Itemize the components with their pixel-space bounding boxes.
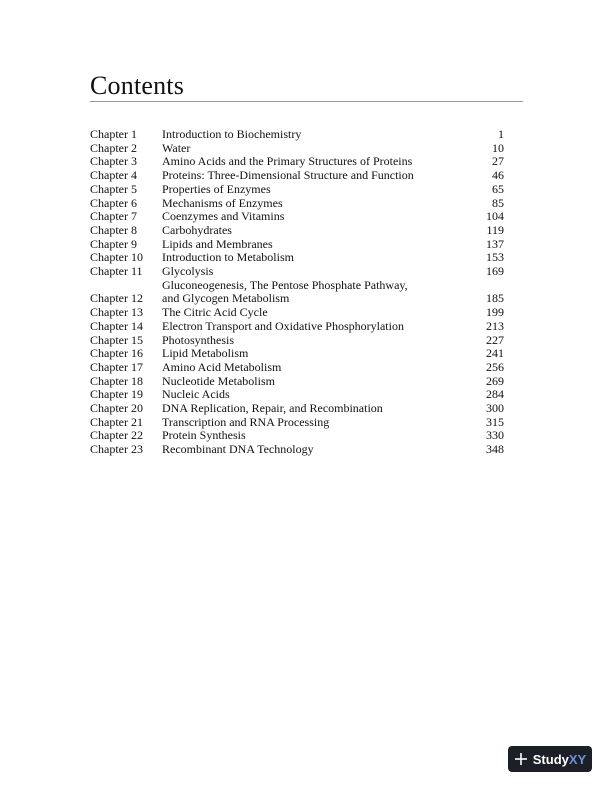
toc-page-number: 269 [486,373,504,388]
toc-title-line: Introduction to Metabolism [162,250,294,265]
toc-title-line: Coenzymes and Vitamins [162,209,285,224]
toc-page-number: 185 [486,291,504,306]
toc-chapter-title [162,224,464,238]
toc-chapter-number: Chapter 17 [90,359,143,374]
title-divider [90,101,523,102]
toc-chapter-number: Chapter 20 [90,401,143,416]
toc-chapter-number: Chapter 14 [90,318,143,333]
toc-chapter-number: Chapter 10 [90,250,143,265]
toc-page-number: 256 [486,359,504,374]
studyxy-badge[interactable] [508,746,592,772]
toc-title-line: Introduction to Biochemistry [162,127,302,141]
toc-chapter-number: Chapter 23 [90,442,143,457]
toc-page-number: 46 [492,168,504,183]
toc-title-line: Proteins: Three-Dimensional Structure and Function [162,168,414,183]
toc-chapter-title [162,210,464,224]
toc-chapter-title [162,169,464,183]
toc-title-line: Photosynthesis [162,332,235,347]
toc-row [90,443,504,457]
toc-row [90,347,504,361]
toc-title-line: Amino Acid Metabolism [162,359,282,374]
badge-text-accent: XY [568,751,587,767]
toc-page-number: 348 [486,442,504,457]
toc-row [90,429,504,443]
badge-text-main: Study [532,751,569,767]
toc-title-line: Nucleotide Metabolism [162,373,275,388]
toc-page-number: 153 [486,250,504,265]
toc-row [90,238,504,252]
toc-row [90,334,504,348]
toc-title-line: Transcription and RNA Processing [162,414,330,429]
page-title: Contents [90,71,185,100]
toc-chapter-title [162,347,464,361]
toc-title-line: Nucleic Acids [162,387,230,402]
toc-chapter-title [162,155,464,169]
toc-chapter-number: Chapter 6 [90,195,137,210]
toc-title-line: Lipids and Membranes [162,236,273,251]
toc-chapter-number: Chapter 11 [90,264,143,279]
toc-title-line: Lipid Metabolism [162,346,249,361]
toc-chapter-title [162,279,464,306]
toc-chapter-title [162,402,464,416]
toc-chapter-number: Chapter 3 [90,154,137,169]
toc-chapter-number: Chapter 4 [90,168,137,183]
toc-chapter-title [162,183,464,197]
toc-chapter-number: Chapter 13 [90,305,143,320]
toc-page-number: 315 [486,414,504,429]
toc-page-number: 227 [486,332,504,347]
toc-chapter-number: Chapter 16 [90,346,143,361]
toc-chapter-number: Chapter 12 [90,291,143,306]
toc-row [90,416,504,430]
toc-page-number: 1 [498,127,504,141]
toc-chapter-number: Chapter 5 [90,181,137,196]
toc-title-line: and Glycogen Metabolism [162,291,290,306]
toc-title-line: Carbohydrates [162,222,232,237]
toc-page-number: 104 [486,209,504,224]
toc-chapter-title [162,443,464,457]
toc-row [90,375,504,389]
toc-title-line: Recombinant DNA Technology [162,442,314,457]
toc-row [90,169,504,183]
toc-chapter-title [162,361,464,375]
toc-row [90,279,504,306]
toc-title-line: Properties of Enzymes [162,181,271,196]
toc-chapter-title [162,251,464,265]
toc-page-number: 137 [486,236,504,251]
toc-chapter-title [162,128,464,142]
toc-title-line: Electron Transport and Oxidative Phosphorylation [162,318,404,333]
toc-title-line: Amino Acids and the Primary Structures of Proteins [162,154,413,169]
plus-icon [514,752,528,766]
toc-chapter-number: Chapter 22 [90,428,143,443]
toc-title-line: Gluconeogenesis, The Pentose Phosphate Pathway, [162,277,408,292]
toc-page-number: 10 [492,140,504,155]
toc-chapter-number: Chapter 8 [90,222,137,237]
toc-row [90,210,504,224]
toc-title-line: Water [162,140,191,155]
toc-page-number: 85 [492,195,504,210]
toc-chapter-title [162,334,464,348]
toc-chapter-title [162,197,464,211]
toc-row [90,197,504,211]
toc-page-number: 284 [486,387,504,402]
toc-row [90,402,504,416]
toc-chapter-number: Chapter 7 [90,209,137,224]
toc-chapter-number: Chapter 19 [90,387,143,402]
toc-chapter-title [162,238,464,252]
toc-row [90,224,504,238]
toc-chapter-number: Chapter 2 [90,140,137,155]
toc-chapter-number: Chapter 15 [90,332,143,347]
toc-row [90,265,504,279]
toc-row [90,306,504,320]
toc-row [90,183,504,197]
toc-row [90,251,504,265]
toc-chapter-title [162,416,464,430]
toc-chapter-number: Chapter 21 [90,414,143,429]
toc-row [90,388,504,402]
toc-page-number: 330 [486,428,504,443]
toc-page-number: 300 [486,401,504,416]
toc-page-number: 213 [486,318,504,333]
toc-title-line: Mechanisms of Enzymes [162,195,283,210]
toc-chapter-title [162,142,464,156]
toc-chapter-title [162,265,464,279]
toc-chapter-title [162,388,464,402]
toc-chapter-number: Chapter 1 [90,127,137,141]
toc-chapter-title [162,320,464,334]
toc-page-number: 119 [486,222,504,237]
toc-title-line: Protein Synthesis [162,428,246,443]
toc-chapter-title [162,375,464,389]
toc-page-number: 241 [486,346,504,361]
toc-chapter-number: Chapter 18 [90,373,143,388]
toc-row [90,128,504,142]
toc-chapter-title [162,429,464,443]
toc-page-number: 169 [486,264,504,279]
toc-chapter-title [162,306,464,320]
toc-title-line: DNA Replication, Repair, and Recombination [162,401,383,416]
toc-row [90,155,504,169]
toc-page-number: 199 [486,305,504,320]
toc-title-line: The Citric Acid Cycle [162,305,268,320]
toc-chapter-number: Chapter 9 [90,236,137,251]
toc-page-number: 27 [492,154,504,169]
table-of-contents [90,128,504,457]
toc-row [90,142,504,156]
toc-row [90,361,504,375]
toc-page-number: 65 [492,181,504,196]
toc-title-line: Glycolysis [162,264,214,279]
toc-row [90,320,504,334]
